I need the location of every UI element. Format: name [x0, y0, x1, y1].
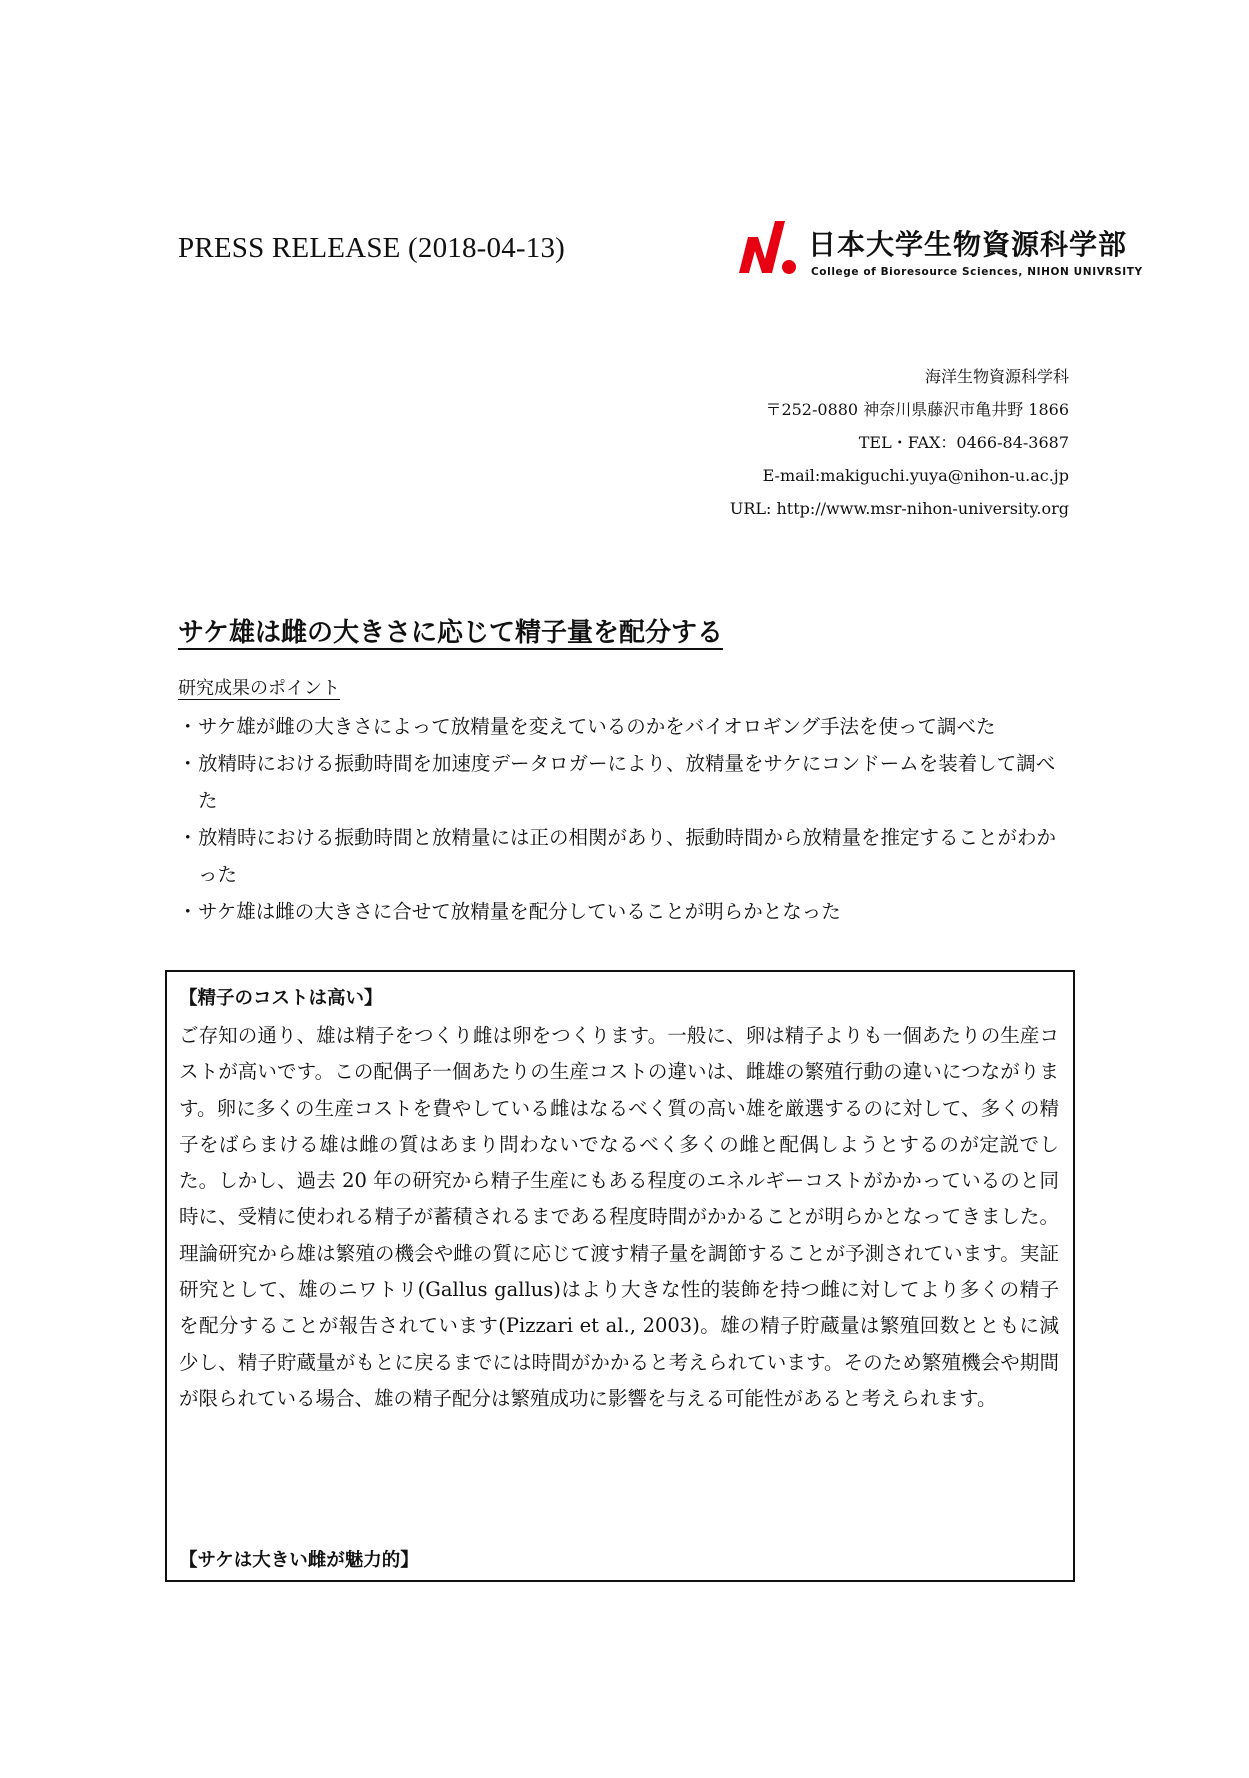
point-item: [178, 893, 1070, 930]
bullet-mark: ・: [178, 715, 198, 738]
box-heading-sperm-cost: 【精子のコストは高い】: [179, 988, 383, 1009]
point-item: [178, 745, 1070, 819]
point-item: [178, 708, 1070, 745]
headline: サケ雄は雌の大きさに応じて精子量を配分する: [178, 618, 723, 648]
tel-fax: TEL・FAX：0466-84-3687: [858, 433, 1069, 452]
email-address: E-mail:makiguchi.yuya@nihon-u.ac.jp: [762, 466, 1069, 485]
university-logo: [735, 215, 1143, 290]
department-name: 海洋生物資源科学科: [924, 367, 1069, 386]
point-item: [178, 819, 1070, 893]
postal-address: 〒252-0880 神奈川県藤沢市亀井野 1866: [765, 400, 1069, 419]
website-url: URL: http://www.msr-nihon-university.org: [729, 499, 1069, 518]
logo-name-en: College of Bioresource Sciences, NIHON UNIVRSITY: [811, 266, 1143, 278]
bullet-mark: ・: [178, 826, 198, 849]
box-heading-salmon: 【サケは大きい雌が魅力的】: [179, 1550, 419, 1571]
points-heading: 研究成果のポイント: [178, 678, 340, 699]
logo-name-jp: 日本大学生物資源科学部: [808, 228, 1128, 261]
explanation-box: [165, 970, 1075, 1582]
point-text: サケ雄が雌の大きさによって放精量を変えているのかをバイオロギング手法を使って調べた: [198, 715, 996, 738]
bullet-mark: ・: [178, 752, 198, 775]
n-logo-icon: [735, 215, 805, 277]
press-release-title: PRESS RELEASE (2018-04-13): [178, 232, 566, 264]
points-list: [178, 708, 1070, 930]
bullet-mark: ・: [178, 900, 198, 923]
point-text: 放精時における振動時間を加速度データロガーにより、放精量をサケにコンドームを装着して調べた: [198, 752, 1056, 812]
point-text: 放精時における振動時間と放精量には正の相関があり、振動時間から放精量を推定することがわかった: [198, 826, 1057, 886]
box-body-text: ご存知の通り、雄は精子をつくり雌は卵をつくります。一般に、卵は精子よりも一個あたりの生産コストが高いです。この配偶子一個あたりの生産コストの違いは、雌雄の繁殖行動の違いにつながります。卵に多くの生産コストを費やしている雌はなるべく質の高い雄を厳選するのに対して、多くの精子をばらまける雄は雌の質はあまり問わないでなるべく多くの雌と配偶しようとするのが定説でした。しかし、過去 20 年の研究から精子生産にもある程度のエネルギーコストがかかっているのと同時に、受精に使われる精子が蓄積されるまである程度時間がかかることが明らかとなってきました。理論研究から雄は繁殖の機会や雌の質に応じて渡す精子量を調節することが予測されています。実証研究として、雄のニワトリ(Gallus gallus)はより大きな性的装飾を持つ雌に対してより多くの精子を配分することが報告されています(Pizzari et al., 2003)。雄の精子貯蔵量は繁殖回数とともに減少し、精子貯蔵量がもとに戻るまでには時間がかかると考えられています。そのため繁殖機会や期間が限られている場合、雄の精子配分は繁殖成功に影響を与える可能性があると考えられます。: [179, 1024, 1059, 1410]
contact-block: [730, 360, 1069, 525]
point-text: サケ雄は雌の大きさに合せて放精量を配分していることが明らかとなった: [198, 900, 841, 923]
